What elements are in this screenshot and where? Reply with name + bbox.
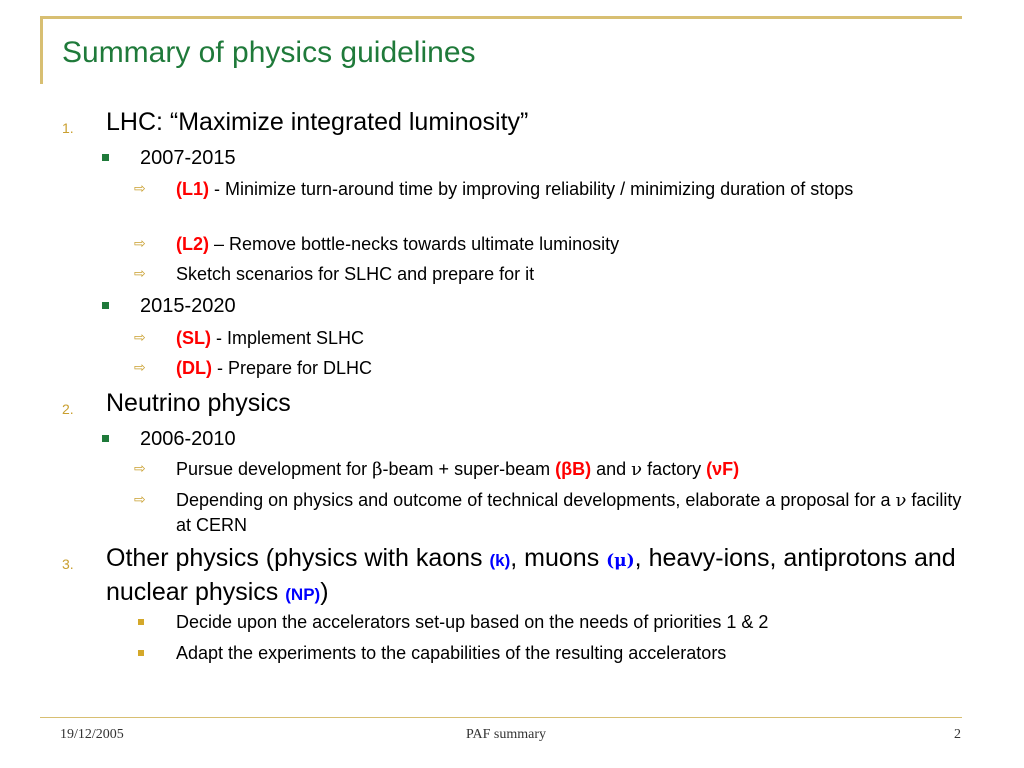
arrow-bullet-icon: ⇨ (134, 330, 146, 346)
point-adapt-experiments (176, 641, 726, 666)
sub-item-2015-2020 (140, 293, 236, 319)
sub-item-text: 2006-2010 (140, 428, 236, 450)
point-sketch-slhc (134, 262, 976, 287)
slide-title: Summary of physics guidelines (62, 36, 476, 69)
point-cern-proposal (134, 488, 976, 538)
sub-item-2007-2015 (140, 145, 236, 171)
nu-symbol: ν (631, 459, 643, 480)
sub-item-text: 2007-2015 (140, 147, 236, 169)
point-text: facility at CERN (176, 490, 962, 535)
square-bullet-icon (102, 154, 109, 161)
point-text: Adapt the experiments to the capabilities of the resulting accelerators (176, 643, 727, 663)
list-item-3 (62, 543, 986, 610)
list-item-text: ) (320, 578, 329, 606)
square-bullet-icon (102, 435, 109, 442)
point-sl (134, 326, 976, 351)
slide-frame-top (40, 16, 962, 19)
point-decide-accelerators (176, 610, 768, 635)
arrow-bullet-icon: ⇨ (134, 461, 146, 477)
tag-k: (k) (489, 551, 511, 570)
arrow-bullet-icon: ⇨ (134, 181, 146, 197)
list-number: 3. (62, 556, 74, 572)
square-bullet-icon (138, 619, 144, 625)
tag-np: (NP) (285, 585, 321, 604)
point-text: - Minimize turn-around time by improving reliability / minimizing duration of stops (209, 179, 854, 199)
arrow-bullet-icon: ⇨ (134, 360, 146, 376)
footer-date: 19/12/2005 (60, 727, 124, 742)
arrow-bullet-icon: ⇨ (134, 266, 146, 282)
list-item-1 (62, 107, 986, 138)
point-text: Pursue development for (176, 459, 373, 479)
tag-beta-b: (βB) (555, 459, 592, 479)
point-text: Decide upon the accelerators set-up based on the needs of priorities 1 & 2 (176, 612, 769, 632)
point-text: - Prepare for DLHC (211, 358, 373, 378)
point-text: Sketch scenarios for SLHC and prepare for it (176, 264, 535, 284)
footer-divider (40, 717, 962, 718)
point-text: Depending on physics and outcome of technical developments, elaborate a proposal for a (176, 490, 896, 510)
point-l2 (134, 232, 976, 257)
list-item-text: Neutrino physics (106, 389, 291, 417)
point-l1 (134, 177, 976, 202)
list-number: 1. (62, 120, 74, 136)
arrow-bullet-icon: ⇨ (134, 236, 146, 252)
list-number: 2. (62, 401, 74, 417)
point-beam-development (134, 457, 976, 482)
list-item-text: , muons (510, 544, 607, 572)
square-bullet-icon (102, 302, 109, 309)
point-text: - Implement SLHC (211, 328, 365, 348)
nu-symbol: ν (895, 490, 907, 511)
footer-page-number: 2 (954, 727, 961, 742)
point-text: -beam + super-beam (382, 459, 556, 479)
list-item-text: Other physics (physics with kaons (106, 544, 490, 572)
point-text: factory (642, 459, 707, 479)
list-item-2 (62, 388, 986, 419)
tag-mu: (μ) (606, 551, 635, 571)
slide-frame-left (40, 16, 43, 84)
square-bullet-icon (138, 650, 144, 656)
footer-title: PAF summary (466, 727, 547, 742)
tag-l2: (L2) (176, 234, 209, 254)
point-text: – Remove bottle-necks towards ultimate luminosity (209, 234, 620, 254)
tag-l1: (L1) (176, 179, 209, 199)
tag-sl: (SL) (176, 328, 211, 348)
beta-symbol: β (372, 459, 383, 480)
sub-item-text: 2015-2020 (140, 295, 236, 317)
point-text: and (591, 459, 632, 479)
point-dl (134, 356, 976, 381)
list-item-text: LHC: “Maximize integrated luminosity” (106, 108, 529, 136)
arrow-bullet-icon: ⇨ (134, 492, 146, 508)
tag-dl: (DL) (176, 358, 212, 378)
list-item-text: , heavy-ions, antiprotons and nuclear physics (106, 544, 956, 606)
sub-item-2006-2010 (140, 426, 236, 452)
tag-nu-f: (νF) (706, 459, 740, 479)
